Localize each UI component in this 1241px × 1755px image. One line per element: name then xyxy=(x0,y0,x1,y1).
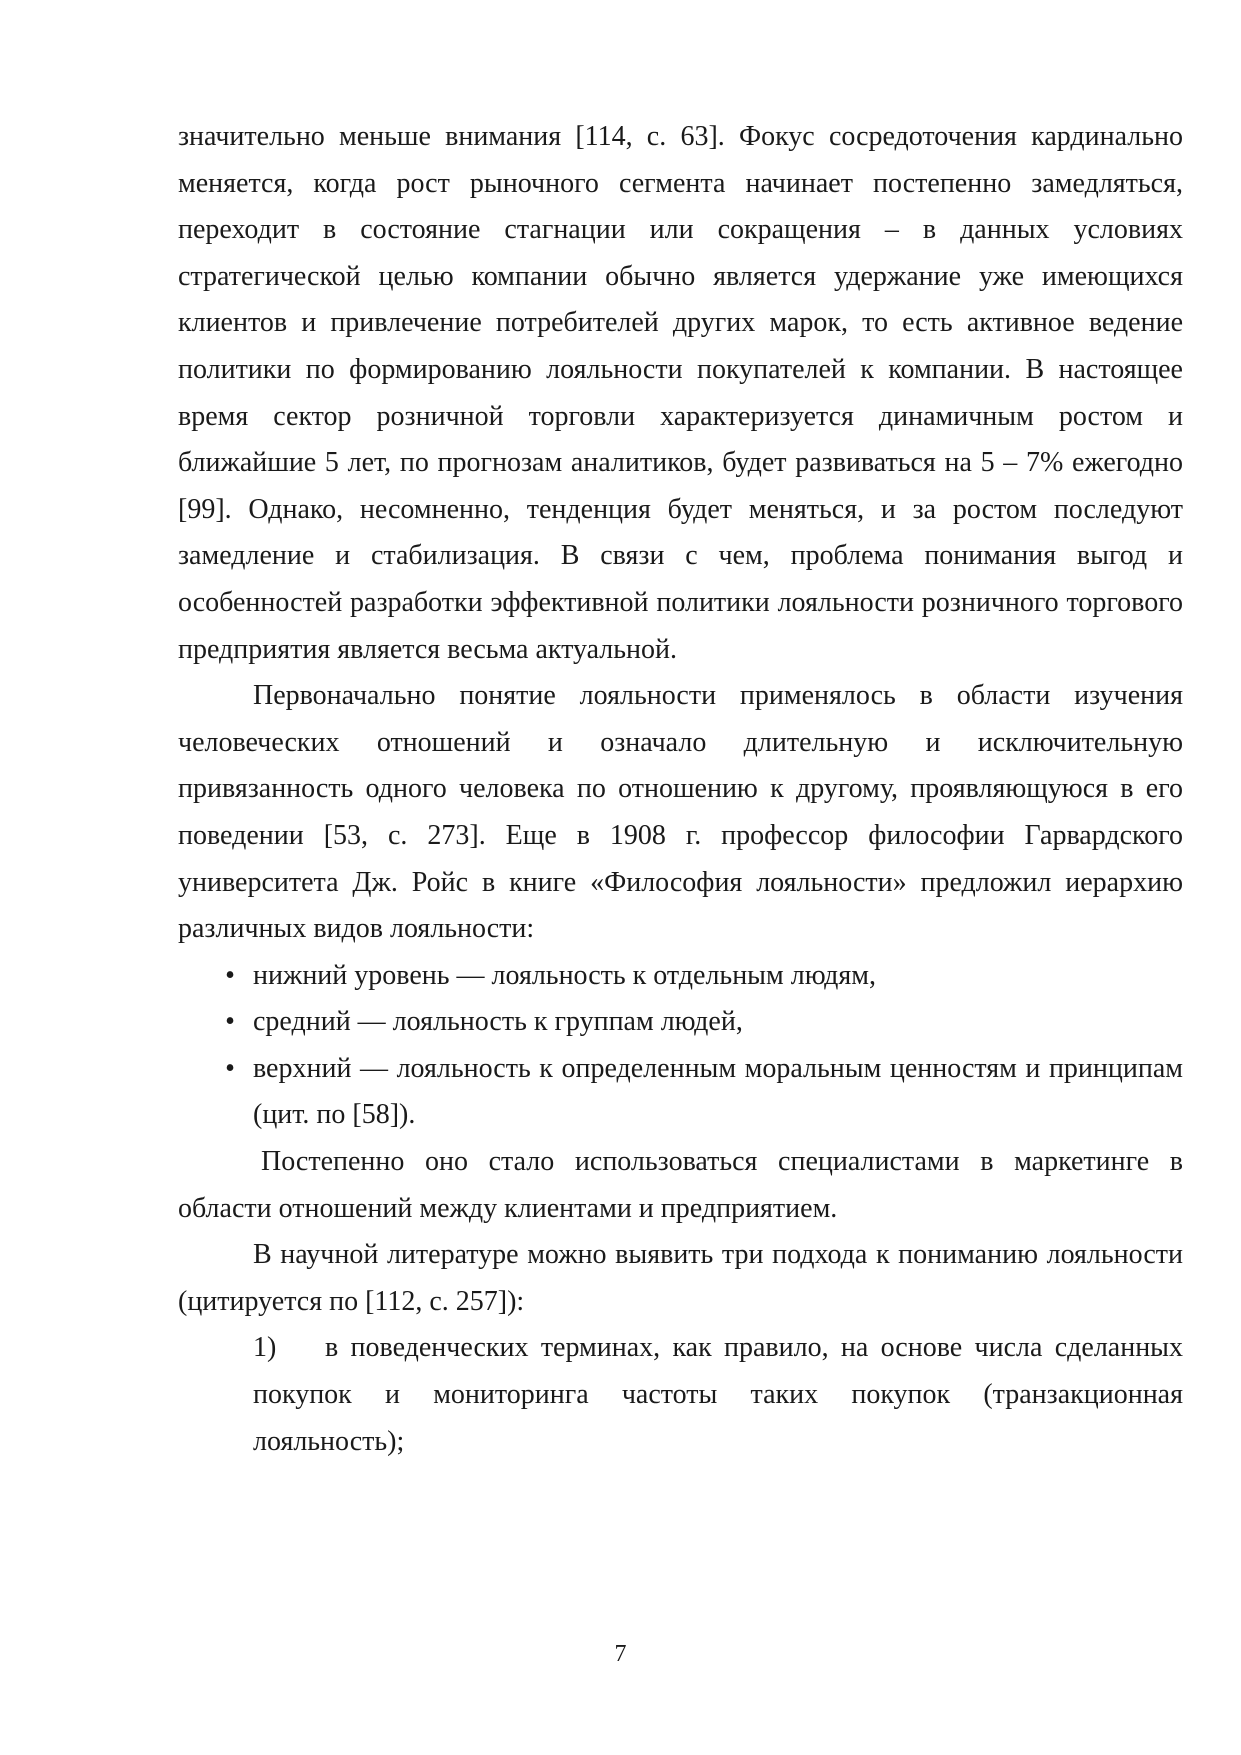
loyalty-hierarchy-list xyxy=(178,953,1183,1139)
list-item xyxy=(178,999,1183,1046)
bullet-icon: • xyxy=(225,959,235,991)
list-item-text: верхний — лояльность к определенным моральным ценностям и принципам (цит. по [58]). xyxy=(253,1052,1183,1131)
bullet-icon: • xyxy=(225,1052,235,1084)
list-item xyxy=(178,1046,1183,1139)
paragraph-loyalty-origin: Первоначально понятие лояльности применялось в области изучения человеческих отношений и означало длительную и исключительную привязанность одного человека по отношению к другому, проявляющуюся в его поведении [53, с. 273]. Еще в 1908 г. профессор философии Гарвардского университета Дж. Ройс в книге «Философия лояльности» предложил иерархию различных видов лояльности: xyxy=(178,680,1183,945)
bullet-icon: • xyxy=(225,1006,235,1038)
paragraph-marketing-usage: Постепенно оно стало использоваться специалистами в маркетинге в области отношений между клиентами и предприятием. xyxy=(178,1146,1183,1224)
numbered-list-item xyxy=(178,1325,1183,1465)
list-number: 1) xyxy=(253,1332,277,1364)
list-item xyxy=(178,953,1183,1000)
page-number: 7 xyxy=(614,1641,627,1667)
document-body xyxy=(178,114,1183,1465)
paragraph-retail-loyalty-context: значительно меньше внимания [114, с. 63]. Фокус сосредоточения кардинально меняется, когда рост рыночного сегмента начинает постепенно замедляться, переходит в состояние стагнации или сокращения – в данных условиях стратегической целью компании обычно является удержание уже имеющихся клиентов и привлечение потребителей других марок, то есть активное ведение политики по формированию лояльности покупателей к компании. В настоящее время сектор розничной торговли характеризуется динамичным ростом и ближайшие 5 лет, по прогнозам аналитиков, будет развиваться на 5 – 7% ежегодно [99]. Однако, несомненно, тенденция будет меняться, и за ростом последуют замедление и стабилизация. В связи с чем, проблема понимания выгод и особенностей разработки эффективной политики лояльности розничного торгового предприятия является весьма актуальной. xyxy=(178,121,1183,665)
list-item-text: средний — лояльность к группам людей, xyxy=(253,1006,743,1038)
paragraph-approaches-intro: В научной литературе можно выявить три подхода к пониманию лояльности (цитируется по [112, с. 257]): xyxy=(178,1239,1183,1317)
list-item-text: нижний уровень — лояльность к отдельным людям, xyxy=(253,959,877,991)
numbered-item-text: в поведенческих терминах, как правило, на основе числа сделанных покупок и мониторинга частоты таких покупок (транзакционная лояльность); xyxy=(253,1332,1183,1457)
